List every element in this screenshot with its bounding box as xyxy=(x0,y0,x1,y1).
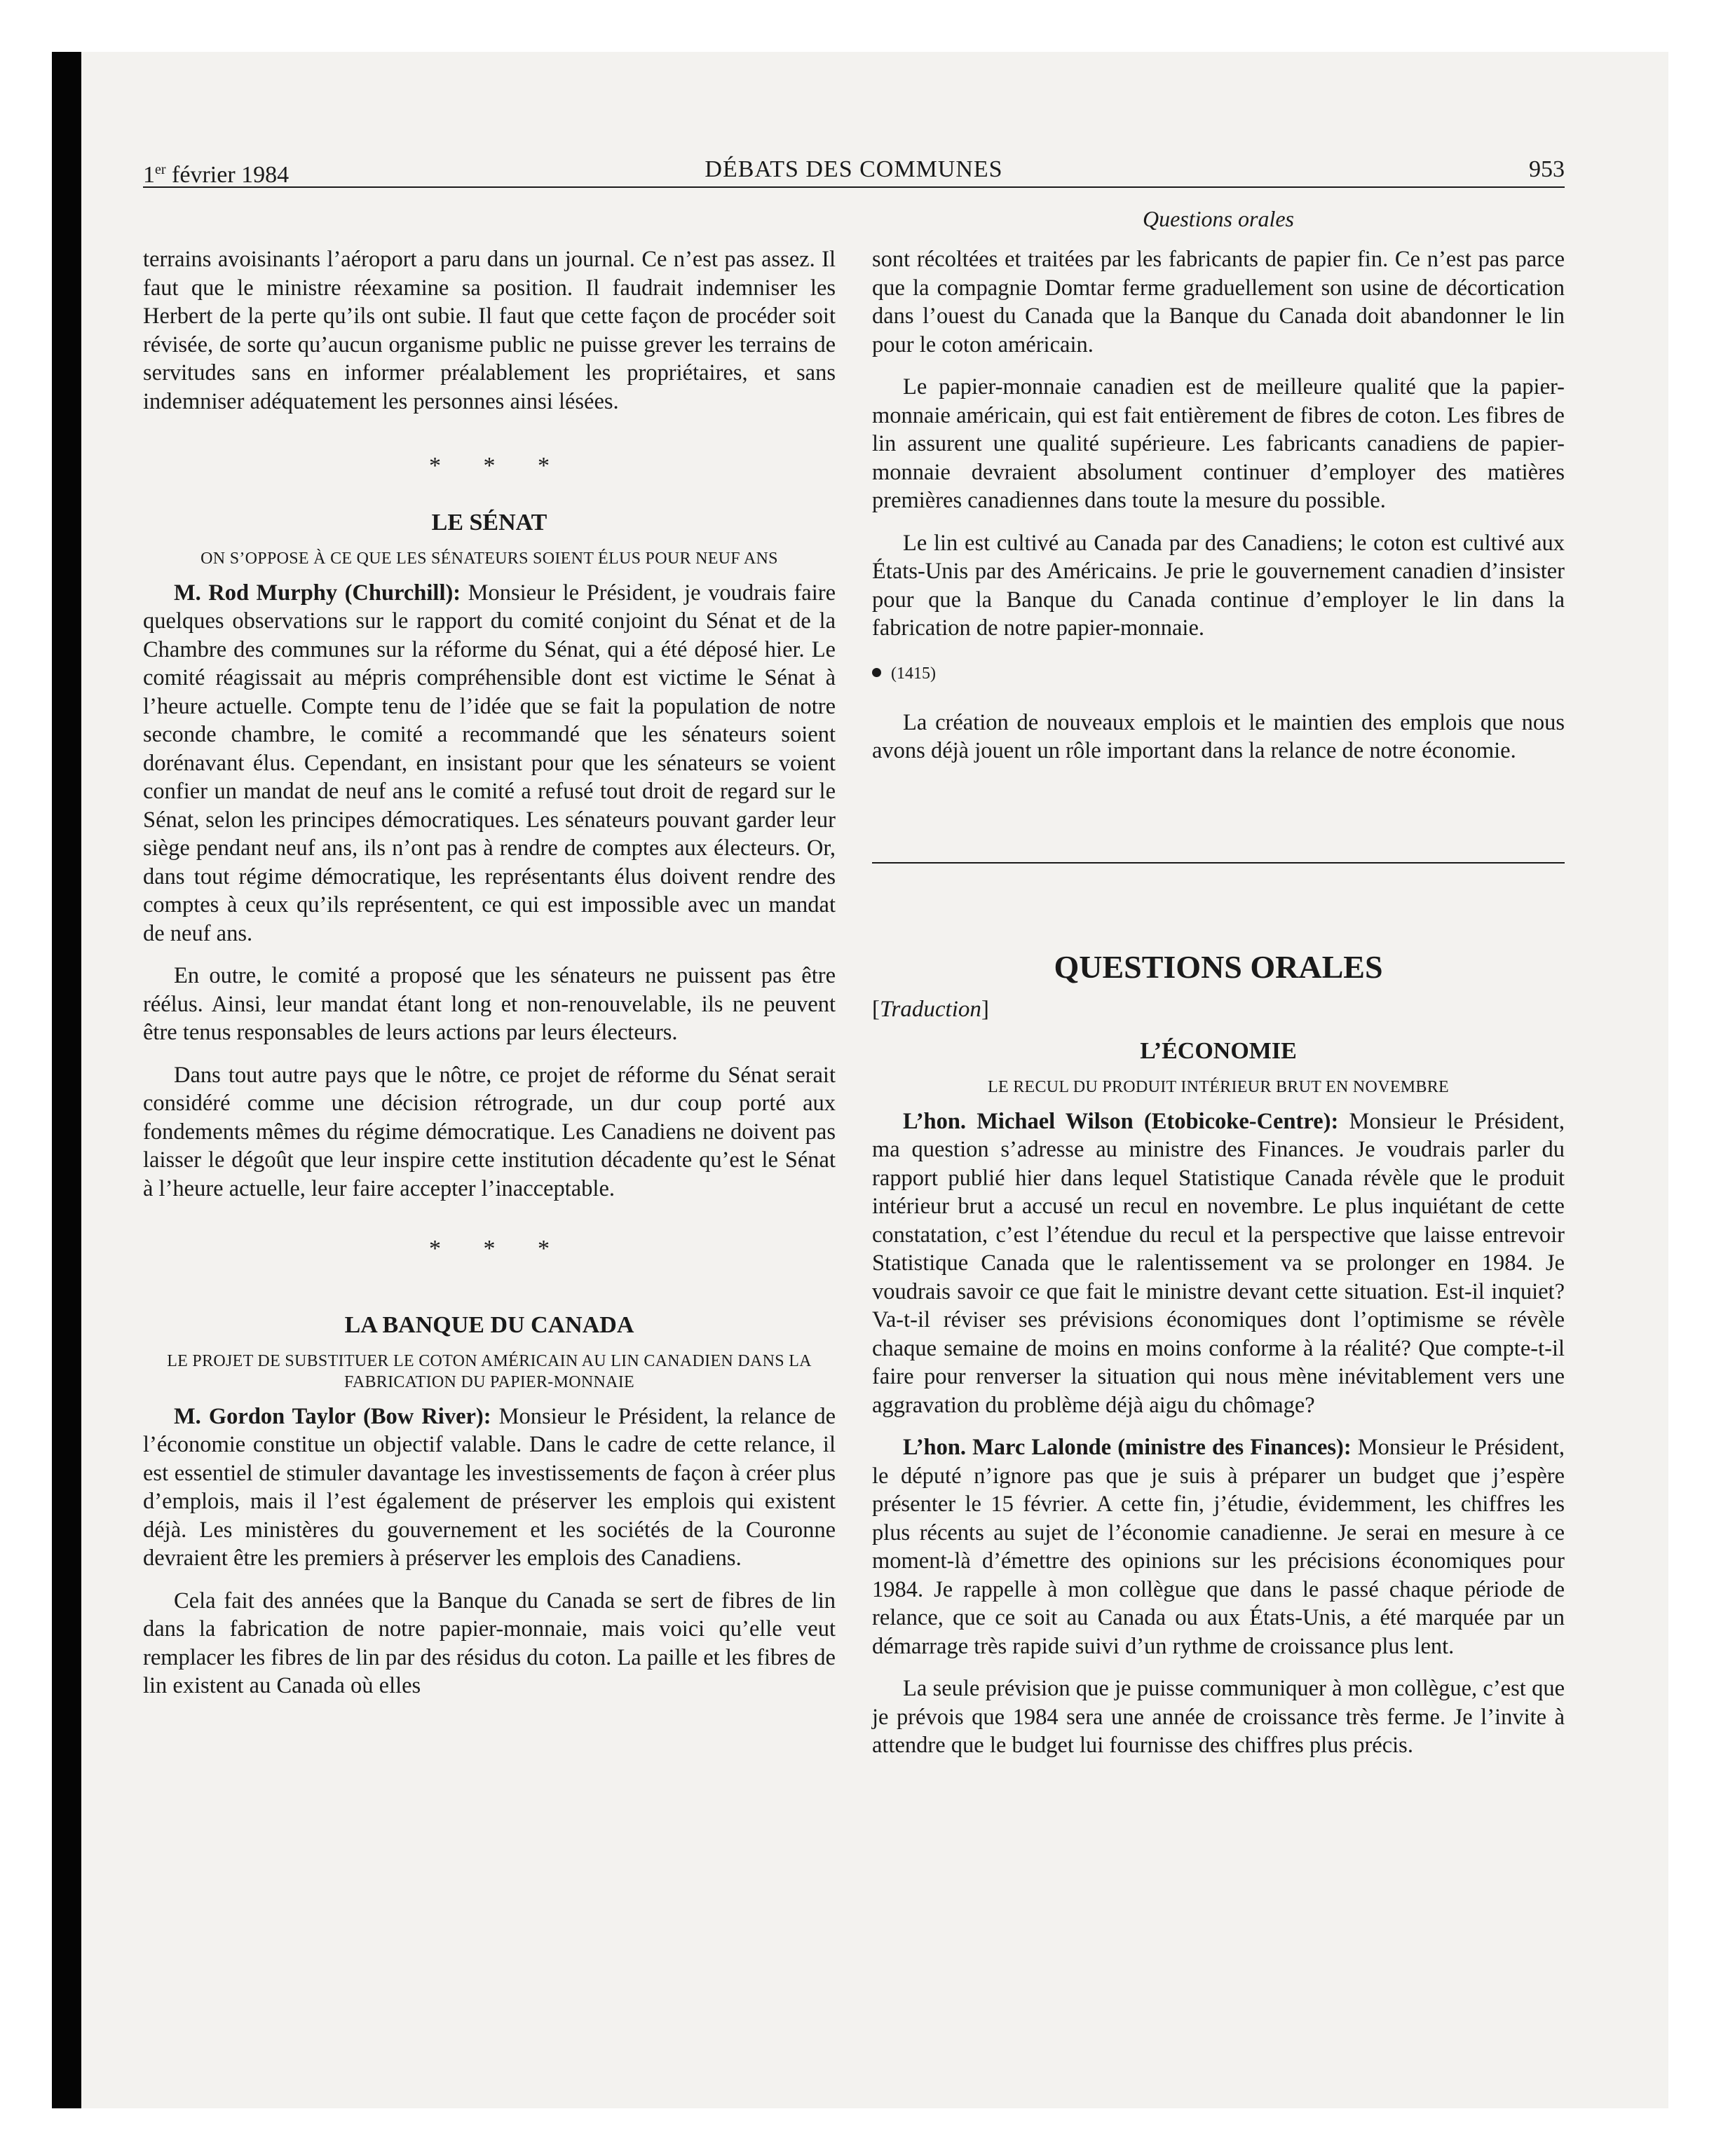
oral-questions-heading: QUESTIONS ORALES xyxy=(1054,948,1383,985)
bank-paragraph: M. Gordon Taylor (Bow River): Monsieur le Président, la relance de l’économie constitue un objectif valable. Dans le cadre de cette relance, il est essentiel de stimuler davantage les investissements de façon à créer plus d’emplois, mais il l’est également de préserver les emplois qui existent déjà. Les ministères du gouvernement et les sociétés de la Couronne devraient être les premiers à préserver les emplois des Canadiens. xyxy=(143,1403,836,1571)
economy-heading: L’ÉCONOMIE xyxy=(1140,1037,1297,1064)
senate-paragraph: M. Rod Murphy (Churchill): Monsieur le Président, je voudrais faire quelques observations sur le rapport du comité conjoint du Sénat et de la Chambre des communes sur la réforme du Sénat, qui a été déposé hier. Le comité réagissait au mépris compréhensible dont est victime le Sénat à l’heure actuelle. Compte tenu de l’idée que se fait la population de notre seconde chambre, le comité a recommandé que les sénateurs soient dorénavant élus. Cependant, en insistant pour que les sénateurs se voient confier un mandat de neuf ans le comité a refusé tout droit de regard sur le Sénat, selon les principes démocratiques. Les sénateurs pouvant garder leur siège pendant neuf ans, ils n’ont pas à rendre de comptes aux électeurs. Or, dans tout régime démocratique, les représentants élus doivent rendre des comptes à ceux qu’ils représentent, ce qui est impossible avec un mandat de neuf ans. xyxy=(143,580,836,946)
left-column xyxy=(143,245,836,1714)
bank-subheading: LE PROJET DE SUBSTITUER LE COTON AMÉRICAIN AU LIN CANADIEN DANS LA FABRICATION DU PAPIER-MONNAIE xyxy=(167,1351,812,1391)
economy-subheading: LE RECUL DU PRODUIT INTÉRIEUR BRUT EN NOVEMBRE xyxy=(987,1077,1449,1096)
speaker-murphy: M. Rod Murphy (Churchill): xyxy=(174,580,461,606)
header-title: DÉBATS DES COMMUNES xyxy=(705,156,1003,182)
header-rule xyxy=(143,186,1565,188)
binding-edge xyxy=(52,52,81,2108)
senate-paragraph: En outre, le comité a proposé que les sénateurs ne puissent pas être réélus. Ainsi, leur mandat étant long et non-renouvelable, ils ne peuvent être tenus responsables de leurs actions par leurs électeurs. xyxy=(143,963,836,1045)
continued-paragraph: terrains avoisinants l’aéroport a paru dans un journal. Ce n’est pas assez. Il faut que le ministre réexamine sa position. Il faudrait indemniser les Herbert de la perte qu’ils ont subie. Il faut que cette façon de procéder soit révisée, de sorte qu’aucun organisme public ne puisse grever les terrains de servitudes sans en informer préalablement les propriétaires, et sans indemniser adéquatement les personnes ainsi lésées. xyxy=(143,247,836,414)
time-marker: (1415) xyxy=(872,662,1565,685)
answer-paragraph: La seule prévision que je puisse communiquer à mon collègue, c’est que je prévois que 1984 sera une année de croissance très ferme. Je l’invite à attendre que le budget lui fournisse des chiffres plus précis. xyxy=(872,1676,1565,1758)
senate-heading: LE SÉNAT xyxy=(431,509,547,535)
section-separator: * * * xyxy=(429,1236,568,1262)
section-divider xyxy=(872,862,1565,864)
senate-paragraph: Dans tout autre pays que le nôtre, ce projet de réforme du Sénat serait considéré comme une décision rétrograde, un dur coup porté aux fondements mêmes du régime démocratique. Les Canadiens ne doivent pas laisser le dégoût que leur inspire cette institution décadente qu’est le Sénat à l’heure actuelle, leur faire accepter l’inacceptable. xyxy=(143,1062,836,1201)
bank-paragraph: La création de nouveaux emplois et le maintien des emplois que nous avons déjà jouent un rôle important dans la relance de notre économie. xyxy=(872,709,1565,763)
speaker-taylor: M. Gordon Taylor (Bow River): xyxy=(174,1403,491,1429)
running-section-title: Questions orales xyxy=(1143,206,1294,231)
bullet-dot-icon xyxy=(872,668,881,677)
bank-heading: LA BANQUE DU CANADA xyxy=(344,1311,634,1338)
bank-paragraph: Le papier-monnaie canadien est de meilleure qualité que la papier-monnaie américain, qui est fait entièrement de fibres de coton. Les fibres de lin assurent une qualité supérieure. Les fabricants canadiens de papier-monnaie devraient absolument continuer d’employer des matières premières canadiennes dans toute la mesure du possible. xyxy=(872,374,1565,513)
bank-continued-paragraph: sont récoltées et traitées par les fabricants de papier fin. Ce n’est pas parce que la compagnie Domtar ferme graduellement son usine de décortication dans l’ouest du Canada que la Banque du Canada doit abandonner le lin pour le coton américain. xyxy=(872,247,1565,357)
speaker-lalonde: L’hon. Marc Lalonde (ministre des Finances): xyxy=(903,1435,1352,1460)
right-column xyxy=(872,245,1565,1774)
page-number: 953 xyxy=(1529,156,1565,182)
bank-paragraph: Le lin est cultivé au Canada par des Canadiens; le coton est cultivé aux États-Unis par des Américains. Je prie le gouvernement canadien d’insister pour que la Banque du Canada continue d’employer le lin dans la fabrication de notre papier-monnaie. xyxy=(872,530,1565,641)
answer-paragraph: L’hon. Marc Lalonde (ministre des Finances): Monsieur le Président, le député n’ignore pas que je suis à préparer un budget que j’espère présenter le 15 février. A cette fin, j’étudie, évidemment, les chiffres les plus récents au sujet de l’économie canadienne. Je serai en mesure à ce moment-là d’émettre des opinions sur les précisions économiques pour 1984. Je rappelle à mon collègue que dans le passé chaque période de relance, que ce soit au Canada ou aux États-Unis, a été marquée par un démarrage très rapide suivi d’un rythme de croissance plus lent. xyxy=(872,1435,1565,1659)
senate-subheading: ON S’OPPOSE À CE QUE LES SÉNATEURS SOIENT ÉLUS POUR NEUF ANS xyxy=(200,549,778,568)
running-head xyxy=(143,150,1565,189)
speaker-wilson: L’hon. Michael Wilson (Etobicoke-Centre): xyxy=(903,1108,1339,1134)
section-separator: * * * xyxy=(429,453,568,479)
question-paragraph: L’hon. Michael Wilson (Etobicoke-Centre): Monsieur le Président, ma question s’adresse au ministre des Finances. Je voudrais parler du rapport publié hier dans lequel Statistique Canada révèle que le produit intérieur brut a accusé un recul en novembre. Le plus inquiétant de cette constatation, c’est l’étendue du recul et la perspective que laisse entrevoir Statistique Canada que le ralentissement va se prolonger en 1984. Je voudrais savoir ce que fait le ministre devant cette situation. Est-il inquiet? Va-t-il réviser ses prévisions économiques dont l’optimisme se révèle chaque semaine de moins en moins conforme à la réalité? Que compte-t-il faire pour renverser la situation qui nous mène inévitablement vers une aggravation du problème déjà aigu du chômage? xyxy=(872,1108,1565,1418)
translation-note: [Traduction] xyxy=(872,996,989,1022)
bank-paragraph: Cela fait des années que la Banque du Canada se sert de fibres de lin dans la fabrication de notre papier-monnaie, mais voici qu’elle veut remplacer les fibres de lin par des résidus du coton. La paille et les fibres de lin existent au Canada où elles xyxy=(143,1588,836,1698)
header-date: 1er février 1984 xyxy=(143,162,290,188)
